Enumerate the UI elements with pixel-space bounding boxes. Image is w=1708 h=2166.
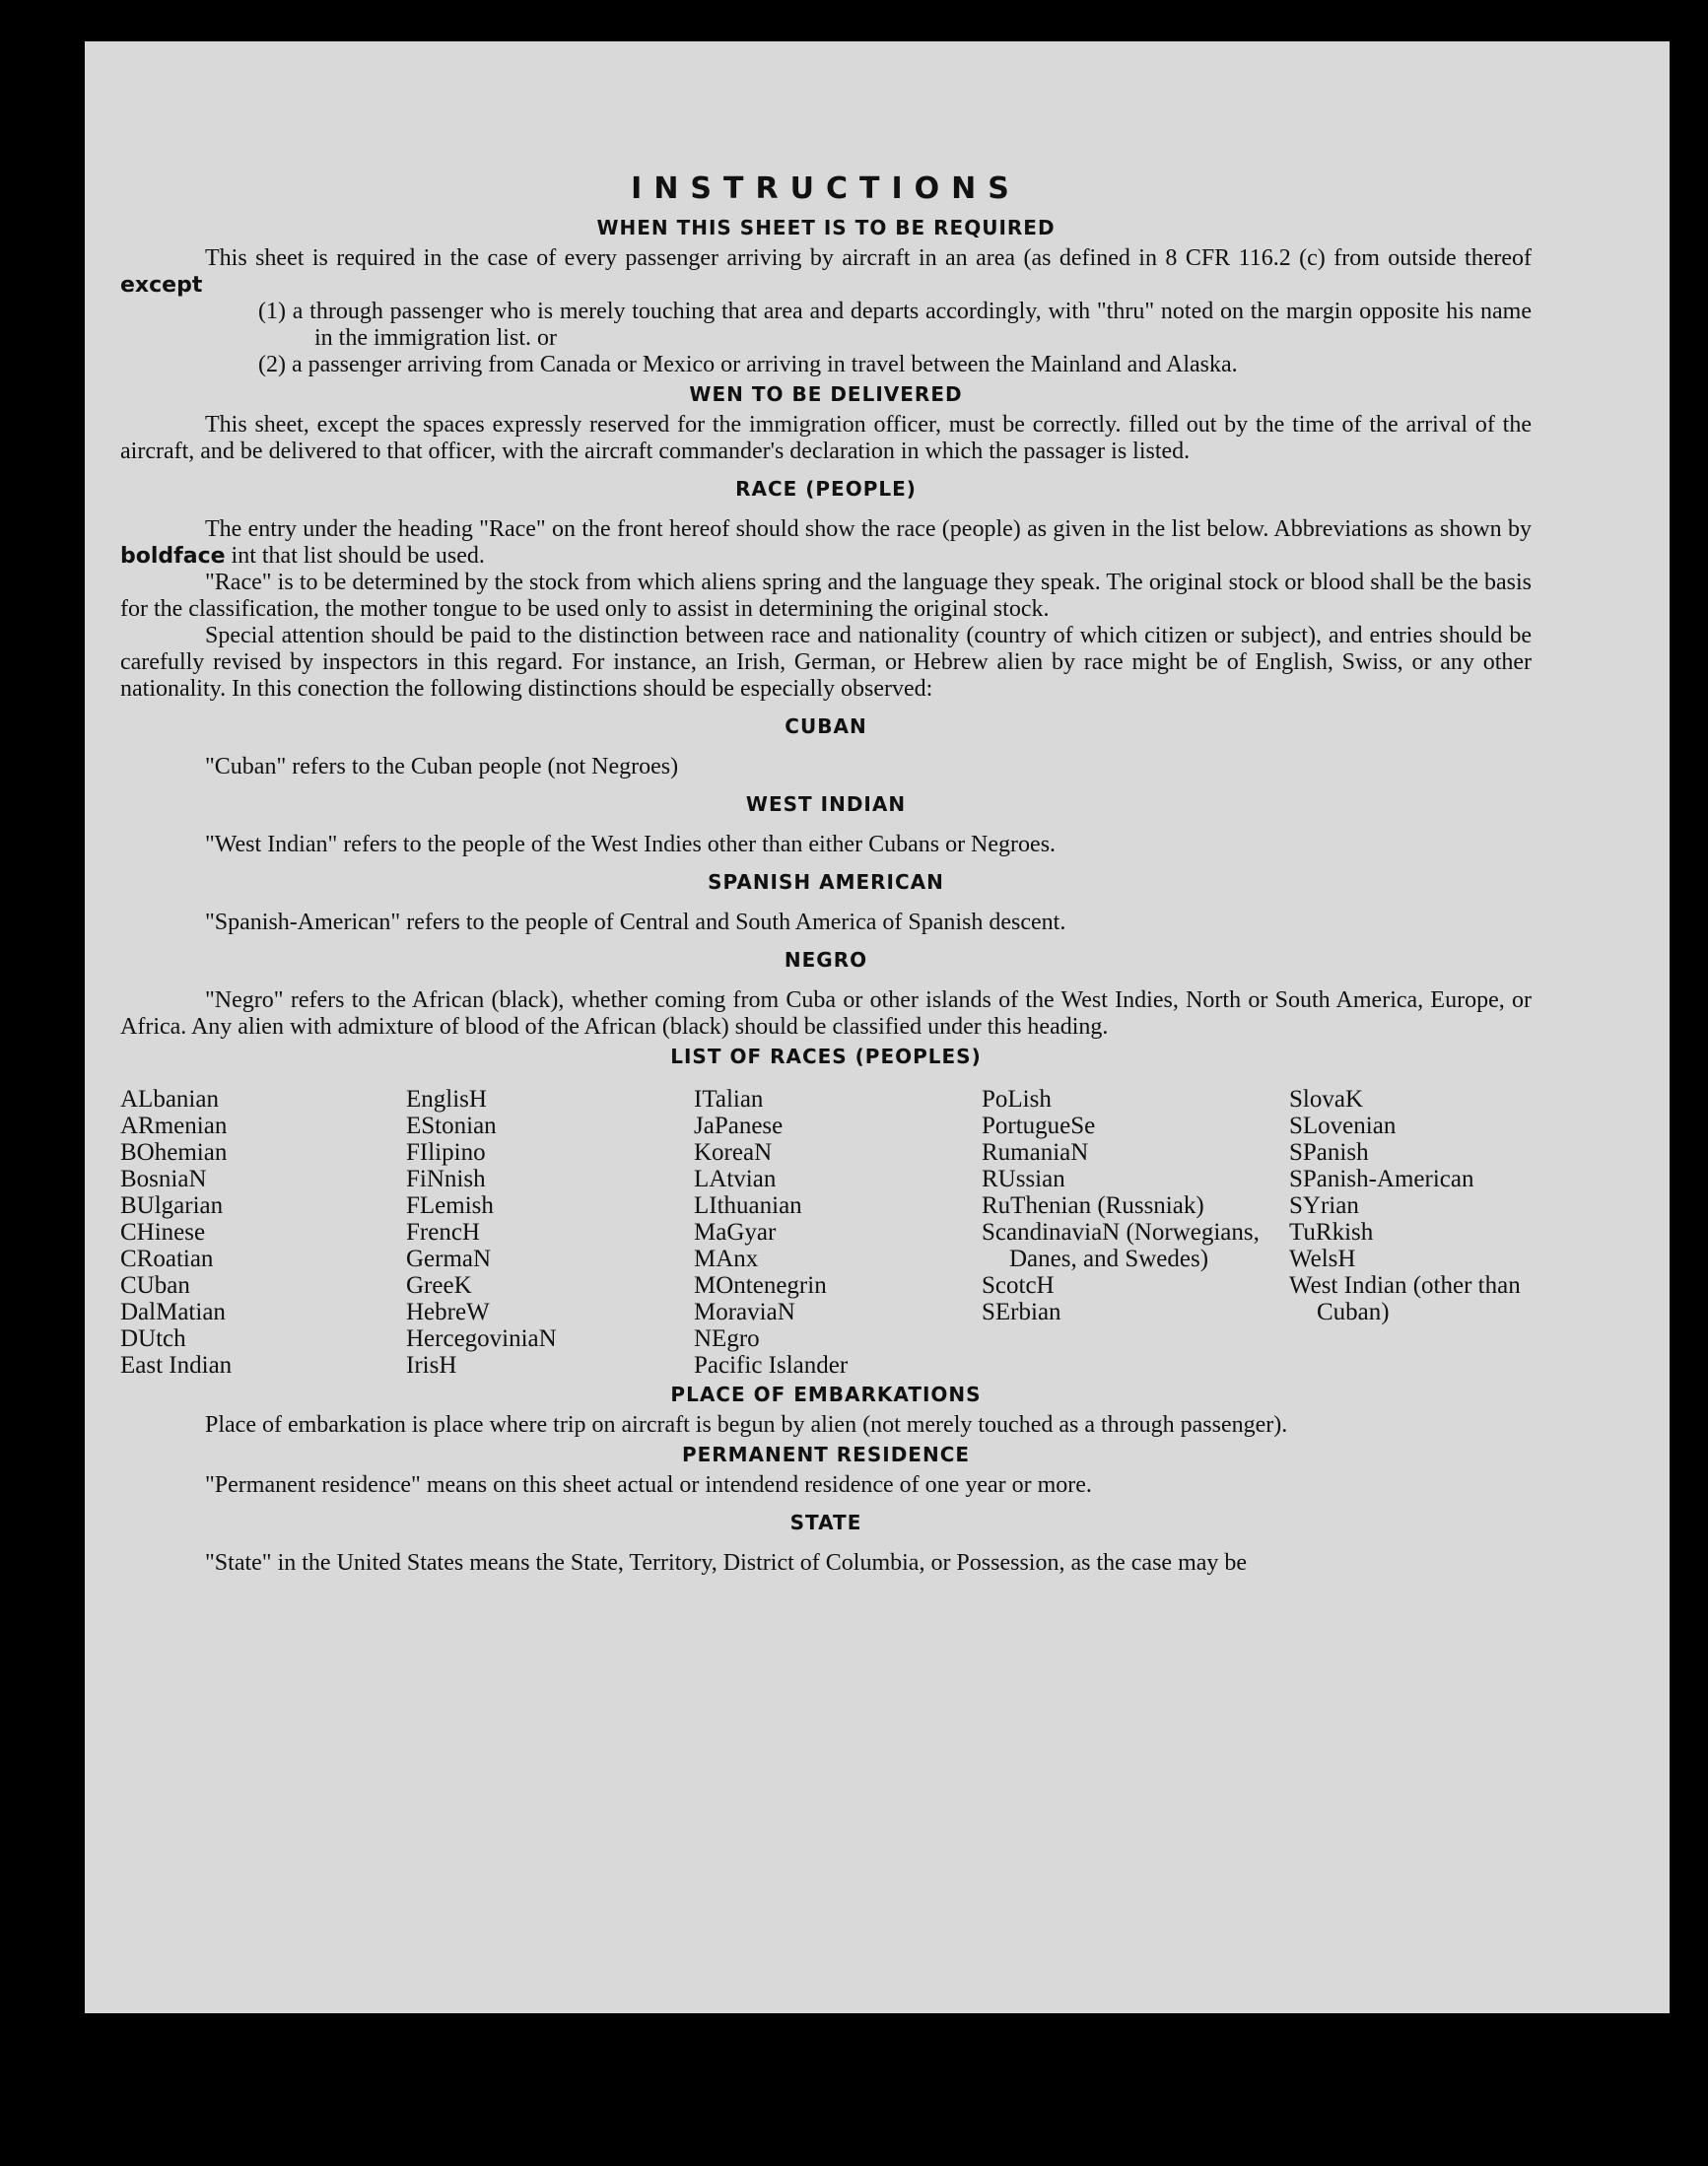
required-item-1 <box>120 299 1532 352</box>
race-paragraph-2: "Race" is to be determined by the stock from which aliens spring and the language they speak. The original stock or blood shall be the basis for the classification, the mother tongue to be used only to assist in determining the original stock. <box>120 570 1532 622</box>
race-list-item: JaPanese <box>694 1113 784 1139</box>
race-column-2 <box>406 1086 694 1379</box>
race-list-item: SYrian <box>1289 1192 1359 1219</box>
delivered-text: This sheet, except the spaces expressly reserved for the immigration officer, must be correctly. filled out by the time of the arrival of the aircraft, and be delivered to that officer, with the aircraft commander's declaration in which the passager is listed. <box>120 412 1532 464</box>
race-list-item: Pacific Islander <box>694 1352 849 1379</box>
race-p1-text: The entry under the heading "Race" on the front hereof should show the race (people) as given in the list below. Abbreviations as shown by <box>205 516 1532 542</box>
race-list-item: PortugueSe <box>982 1113 1096 1139</box>
race-list-item: KoreaN <box>694 1139 773 1166</box>
race-column-5 <box>1289 1086 1532 1379</box>
race-list-item: MoraviaN <box>694 1299 795 1325</box>
race-list-item: WelsH <box>1289 1246 1356 1272</box>
section-heading-cuban: CUBAN <box>785 714 867 738</box>
race-column-3 <box>694 1086 982 1379</box>
section-heading-spanish-american: SPANISH AMERICAN <box>708 870 944 894</box>
race-list-item: SErbian <box>982 1299 1061 1325</box>
section-heading-negro: NEGRO <box>784 948 868 972</box>
spanish-american-text: "Spanish-American" refers to the people of Central and South America of Spanish descent. <box>205 910 1066 935</box>
race-list-item: East Indian <box>120 1352 233 1379</box>
race-list-item: SlovaK <box>1289 1086 1363 1113</box>
race-list-item: ScandinaviaN (Norwegians, Danes, and Swedes) <box>982 1219 1260 1272</box>
section-heading-delivered: WEN TO BE DELIVERED <box>689 382 963 406</box>
race-list-item: GermaN <box>406 1246 492 1272</box>
race-paragraph-1 <box>120 516 1532 570</box>
race-list-item: NEgro <box>694 1325 760 1352</box>
section-heading-race: RACE (PEOPLE) <box>735 477 917 501</box>
state-text: "State" in the United States means the State, Territory, District of Columbia, or Possession, as the case may be <box>205 1550 1248 1576</box>
race-list-item: LIthuanian <box>694 1192 802 1219</box>
race-list-item: MaGyar <box>694 1219 777 1246</box>
negro-text: "Negro" refers to the African (black), whether coming from Cuba or other islands of the West Indies, North or South America, Europe, or Africa. Any alien with admixture of blood of the African (black) should be classified under this heading. <box>120 987 1532 1040</box>
race-list-item: BOhemian <box>120 1139 228 1166</box>
document-page <box>85 41 1670 2013</box>
race-list-item: FLemish <box>406 1192 494 1219</box>
race-column-1 <box>120 1086 406 1379</box>
cuban-text: "Cuban" refers to the Cuban people (not Negroes) <box>205 754 679 779</box>
race-paragraph-3: Special attention should be paid to the distinction between race and nationality (country of which citizen or subject), and entries should be carefully revised by inspectors in this regard. For instance, an Irish, German, or Hebrew alien by race might be of English, Swiss, or any other nationality. In this conection the following distinctions should be especially observed: <box>120 623 1532 702</box>
race-list-item: ITalian <box>694 1086 764 1113</box>
race-list-item: West Indian (other than Cuban) <box>1289 1272 1521 1325</box>
race-list-item: SPanish-American <box>1289 1166 1474 1192</box>
section-heading-embarkation: PLACE OF EMBARKATIONS <box>670 1383 982 1406</box>
race-list-item: BUlgarian <box>120 1192 224 1219</box>
race-list-item: MAnx <box>694 1246 759 1272</box>
race-list-item: SLovenian <box>1289 1113 1397 1139</box>
race-list-item: CHinese <box>120 1219 206 1246</box>
west-indian-text: "West Indian" refers to the people of the West Indies other than either Cubans or Negroes. <box>205 832 1057 857</box>
item-text: a passenger arriving from Canada or Mexico or arriving in travel between the Mainland and Alaska. <box>291 352 1238 377</box>
embarkation-text: Place of embarkation is place where trip on aircraft is begun by alien (not merely touched as a through passenger). <box>205 1412 1288 1438</box>
race-list-item: PoLish <box>982 1086 1052 1113</box>
required-intro-text: This sheet is required in the case of every passenger arriving by aircraft in an area (as defined in 8 CFR 116.2 (c) from outside thereof <box>205 245 1532 271</box>
section-heading-west-indian: WEST INDIAN <box>745 792 907 816</box>
race-list <box>120 1086 1532 1379</box>
race-list-item: CRoatian <box>120 1246 214 1272</box>
race-list-item: CUban <box>120 1272 190 1299</box>
race-list-item: EStonian <box>406 1113 497 1139</box>
race-list-item: FIlipino <box>406 1139 486 1166</box>
race-column-4 <box>982 1086 1289 1379</box>
item-text: a through passenger who is merely touching that area and departs accordingly, with "thru" noted on the margin opposite his name in the immigration list. or <box>292 299 1532 351</box>
race-list-item: BosniaN <box>120 1166 207 1192</box>
race-list-item: FrencH <box>406 1219 480 1246</box>
race-list-item: IrisH <box>406 1352 457 1379</box>
page-title: INSTRUCTIONS <box>631 171 1021 206</box>
residence-text: "Permanent residence" means on this sheet actual or intendend residence of one year or more. <box>205 1472 1092 1498</box>
race-list-item: MOntenegrin <box>694 1272 827 1299</box>
race-list-item: EnglisH <box>406 1086 487 1113</box>
item-number: (2) <box>258 352 286 377</box>
race-list-item: RuThenian (Russniak) <box>982 1192 1204 1219</box>
race-list-item: DUtch <box>120 1325 186 1352</box>
section-heading-residence: PERMANENT RESIDENCE <box>681 1443 971 1466</box>
item-number: (1) <box>258 299 286 324</box>
section-heading-race-list: LIST OF RACES (PEOPLES) <box>670 1045 982 1068</box>
race-list-item: FiNnish <box>406 1166 486 1192</box>
race-list-item: ScotcH <box>982 1272 1055 1299</box>
except-bold: except <box>120 273 203 298</box>
section-heading-required: WHEN THIS SHEET IS TO BE REQUIRED <box>596 216 1056 239</box>
race-list-item: RumaniaN <box>982 1139 1089 1166</box>
boldface-bold: boldface <box>120 544 226 569</box>
required-intro <box>120 245 1532 299</box>
race-list-item: GreeK <box>406 1272 472 1299</box>
race-list-item: DalMatian <box>120 1299 226 1325</box>
race-list-item: ALbanian <box>120 1086 219 1113</box>
section-heading-state: STATE <box>789 1511 862 1534</box>
race-list-item: TuRkish <box>1289 1219 1374 1246</box>
race-list-item: SPanish <box>1289 1139 1369 1166</box>
instructions-body <box>120 171 1532 1577</box>
race-list-item: LAtvian <box>694 1166 777 1192</box>
required-item-2 <box>120 352 1532 378</box>
race-list-item: HercegoviniaN <box>406 1325 557 1352</box>
race-p1-text-end: int that list should be used. <box>231 543 485 569</box>
race-list-item: RUssian <box>982 1166 1065 1192</box>
race-list-item: ARmenian <box>120 1113 228 1139</box>
race-list-item: HebreW <box>406 1299 490 1325</box>
